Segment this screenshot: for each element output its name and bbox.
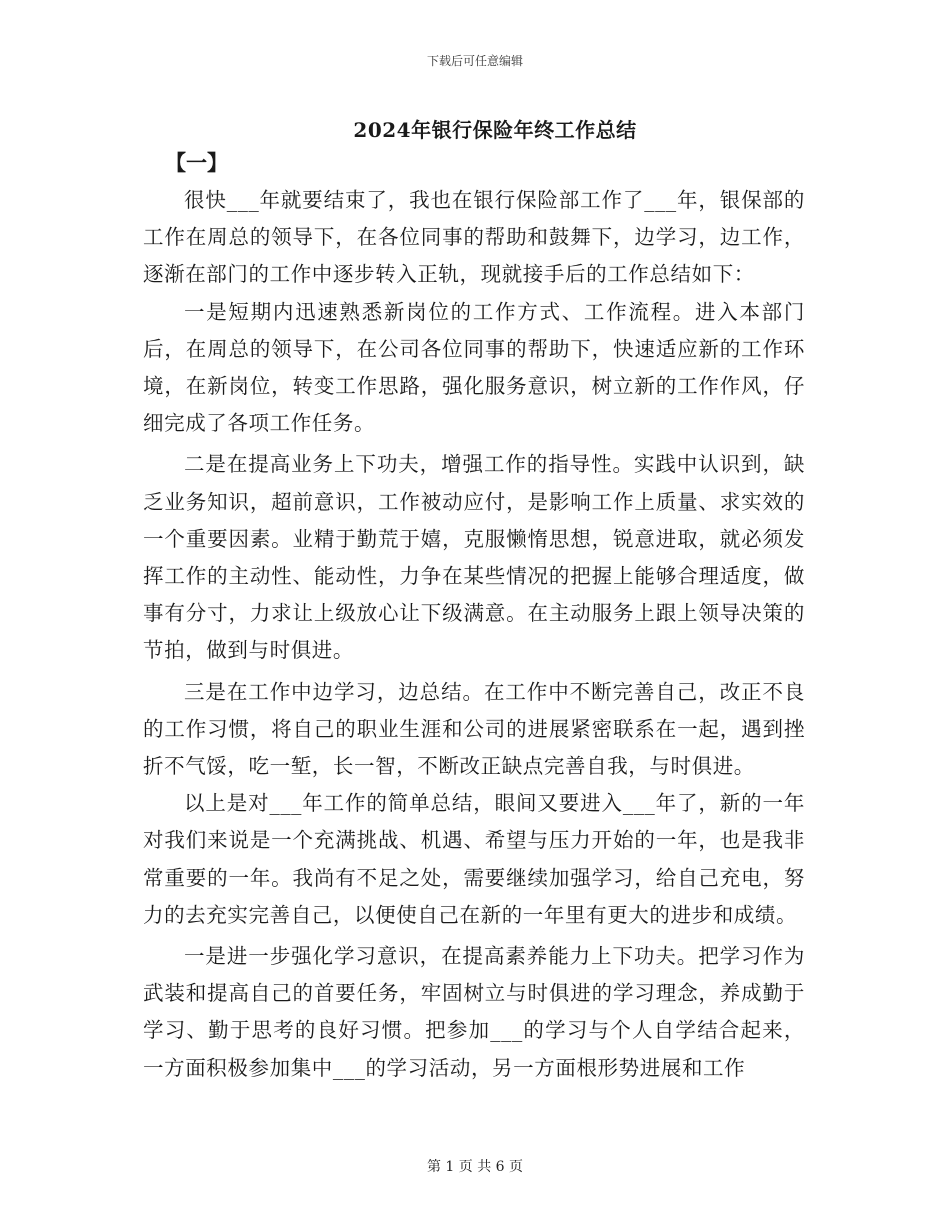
paragraph-intro: 很快___年就要结束了，我也在银行保险部工作了___年，银保部的工作在周总的领导下，在各位同事的帮助和鼓舞下，边学习，边工作，逐渐在部门的工作中逐步转入正轨，现就接手后的工作总结如下： — [143, 188, 805, 287]
document-title: 2024年银行保险年终工作总结 — [353, 118, 637, 142]
paragraph-point-1: 一是短期内迅速熟悉新岗位的工作方式、工作流程。进入本部门后，在周总的领导下，在公司各位同事的帮助下，快速适应新的工作环境，在新岗位，转变工作思路，强化服务意识，树立新的工作作风，仔细完成了各项工作任务。 — [143, 299, 805, 436]
page-header-note: 下载后可任意编辑 — [426, 54, 523, 68]
page-footer-number: 第 1 页 共 6 页 — [426, 1159, 524, 1175]
paragraph-plan-1: 一是进一步强化学习意识，在提高素养能力上下功夫。把学习作为武装和提高自己的首要任务，牢固树立与时俱进的学习理念，养成勤于学习、勤于思考的良好习惯。把参加___的学习与个人自学结合起来，一方面积极参加集中___的学习活动，另一方面根形势进展和工作 — [143, 944, 805, 1080]
section-label: 【一】 — [165, 150, 228, 175]
document-body — [143, 182, 805, 1087]
paragraph-summary: 以上是对___年工作的简单总结，眼间又要进入___年了，新的一年对我们来说是一个充满挑战、机遇、希望与压力开始的一年，也是我非常重要的一年。我尚有不足之处，需要继续加强学习，给自己充电，努力的去充实完善自己，以便使自己在新的一年里有更大的进步和成绩。 — [143, 791, 805, 927]
paragraph-point-2: 二是在提高业务上下功夫，增强工作的指导性。实践中认识到，缺乏业务知识，超前意识，工作被动应付，是影响工作上质量、求实效的一个重要因素。业精于勤荒于嬉，克服懒惰思想，锐意进取，就必须发挥工作的主动性、能动性，力争在某些情况的把握上能够合理适度，做事有分寸，力求让上级放心让下级满意。在主动服务上跟上领导决策的节拍，做到与时俱进。 — [143, 452, 805, 663]
paragraph-point-3: 三是在工作中边学习，边总结。在工作中不断完善自己，改正不良的工作习惯，将自己的职业生涯和公司的进展紧密联系在一起，遇到挫折不气馁，吃一堑，长一智，不断改正缺点完善自我，与时俱进。 — [143, 679, 805, 779]
